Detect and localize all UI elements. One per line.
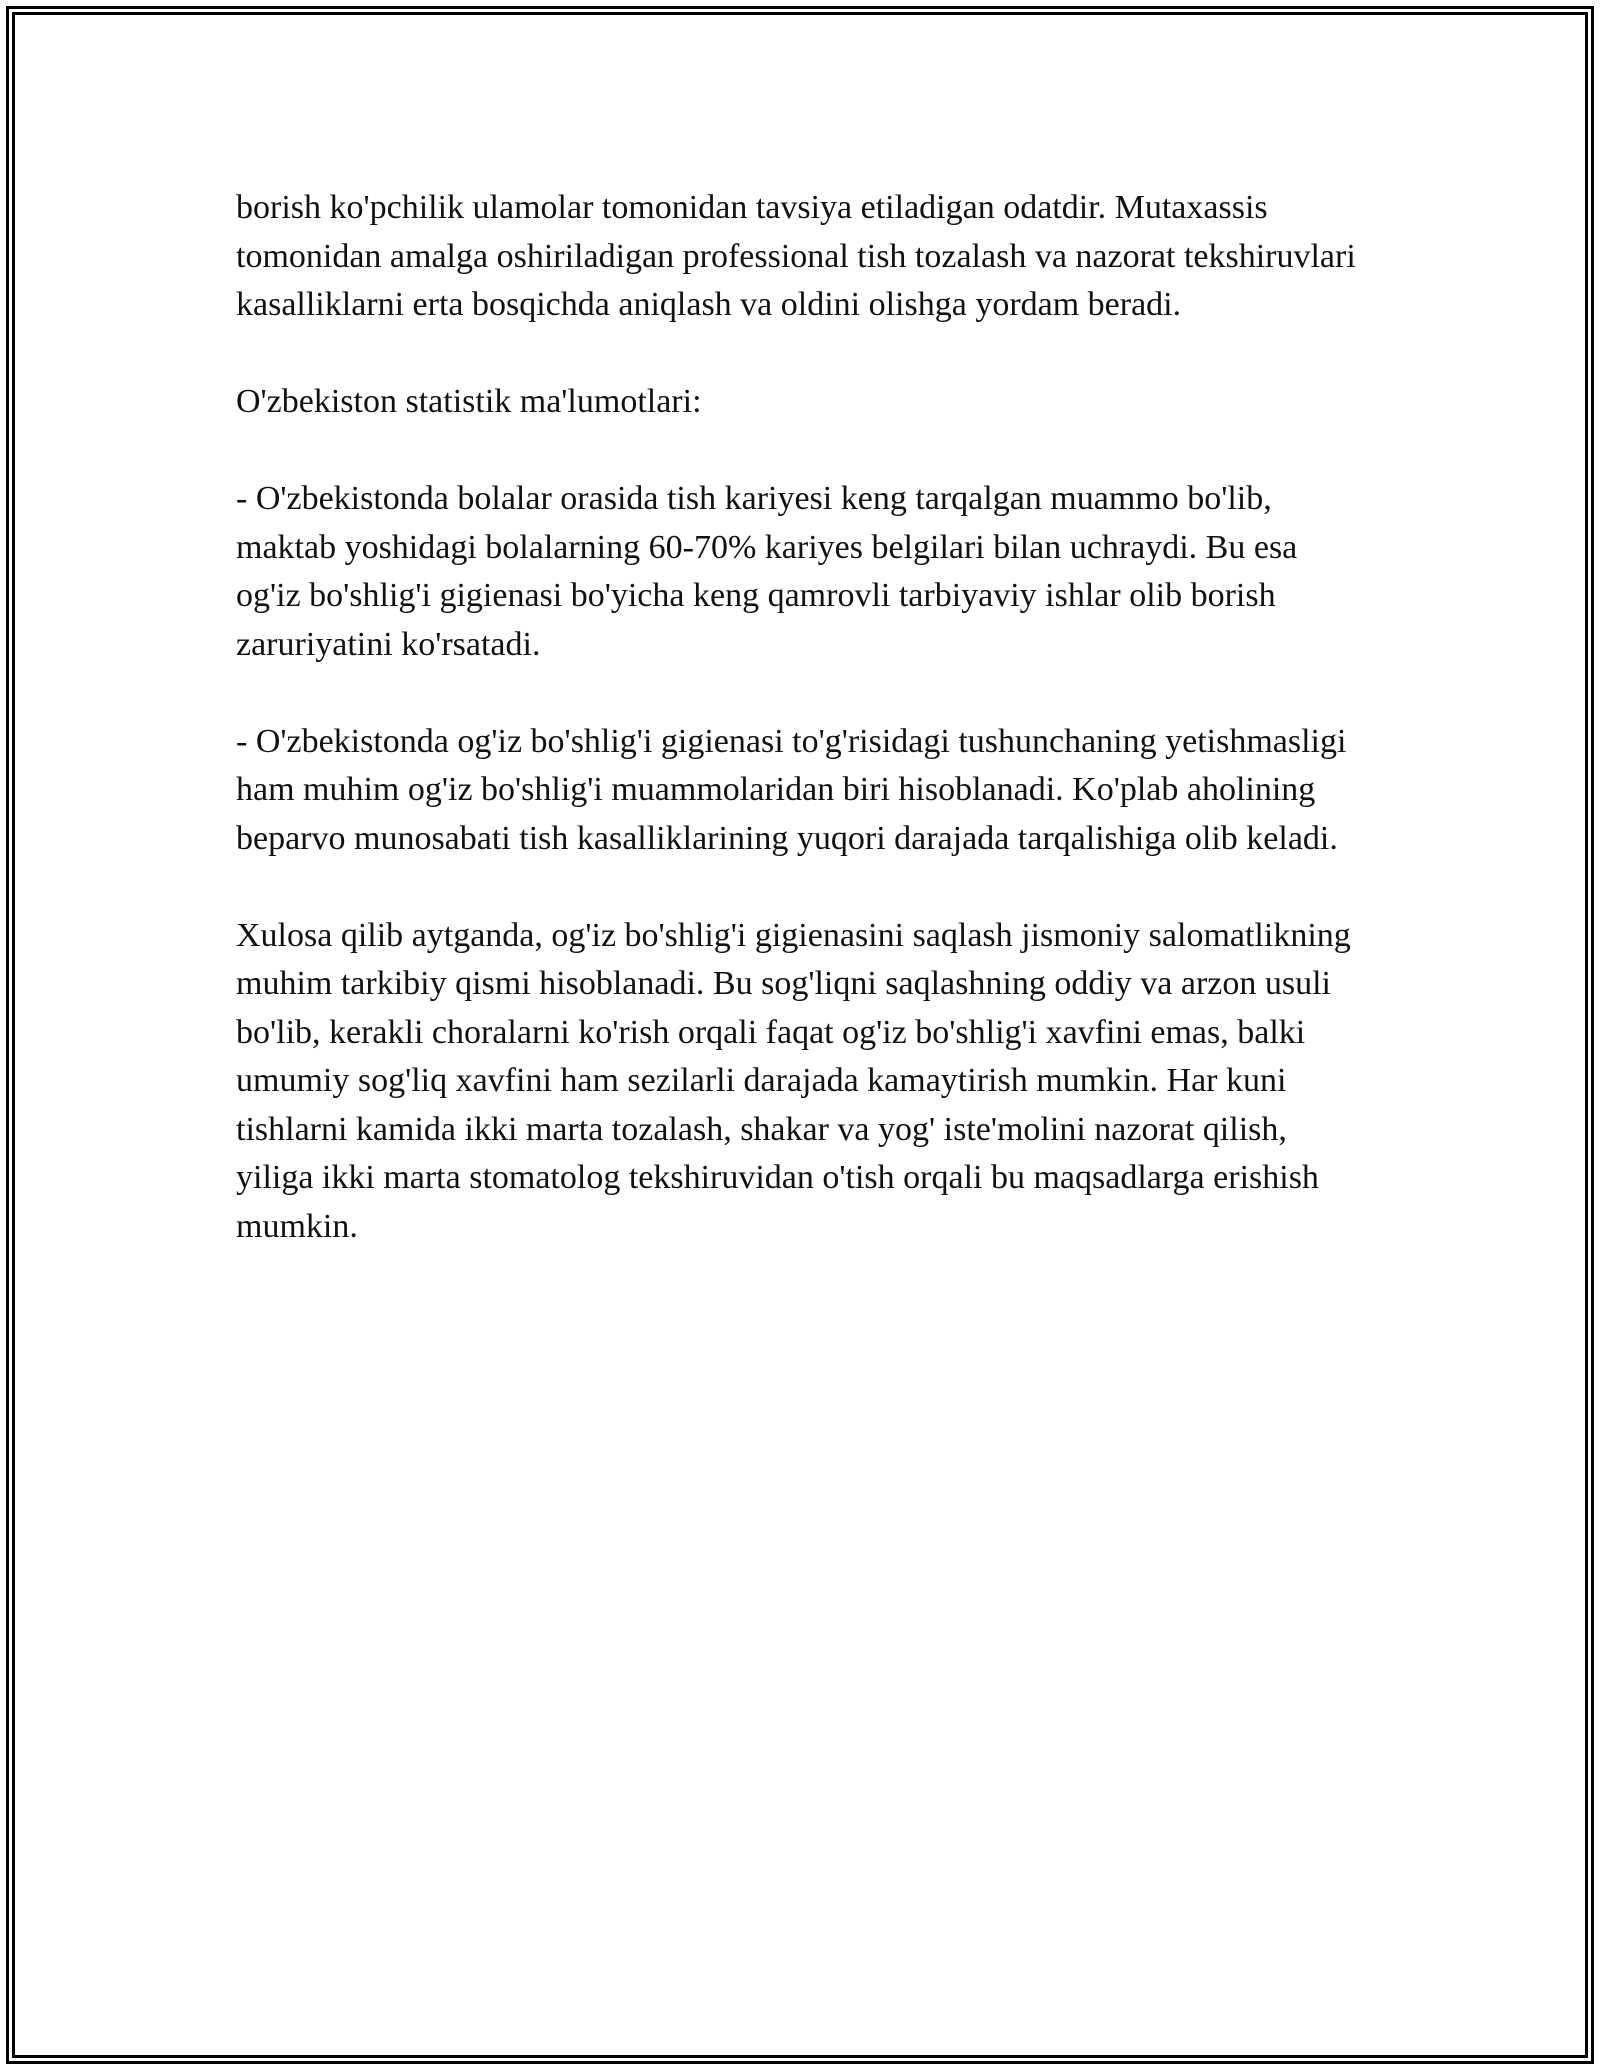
paragraph-statistics-caries: - O'zbekistonda bolalar orasida tish kariyesi keng tarqalgan muammo bo'lib, maktab yoshidagi bolalarning 60-70% kariyes belgilari bilan uchraydi. Bu esa og'iz bo'shlig'i gigienasi bo'yicha keng qamrovli tarbiyaviy ishlar olib borish zaruriyatini ko'rsatadi. <box>236 480 1298 663</box>
paragraph-statistics-heading: O'zbekiston statistik ma'lumotlari: <box>236 383 702 420</box>
paragraph-conclusion: Xulosa qilib aytganda, og'iz bo'shlig'i gigienasini saqlash jismoniy salomatlikning muhim tarkibiy qismi hisoblanadi. Bu sog'liqni saqlashning oddiy va arzon usuli bo'lib, kerakli choralarni ko'rish orqali faqat og'iz bo'shlig'i xavfini emas, balki umumiy sog'liq xavfini ham sezilarli darajada kamaytirish mumkin. Har kuni tishlarni kamida ikki marta tozalash, shakar va yog' iste'molini nazorat qilish, yiliga ikki marta stomatolog tekshiruvidan o'tish orqali bu maqsadlarga erishish mumkin. <box>236 916 1351 1245</box>
document-body <box>236 184 1366 1300</box>
paragraph-statistics-awareness: - O'zbekistonda og'iz bo'shlig'i gigienasi to'g'risidagi tushunchaning yetishmasligi ham muhim og'iz bo'shlig'i muammolaridan biri hisoblanadi. Ko'plab aholining beparvo munosabati tish kasalliklarining yuqori darajada tarqalishiga olib keladi. <box>236 722 1347 857</box>
paragraph-continuation: borish ko'pchilik ulamolar tomonidan tavsiya etiladigan odatdir. Mutaxassis tomonidan amalga oshiriladigan professional tish tozalash va nazorat tekshiruvlari kasalliklarni erta bosqichda aniqlash va oldini olishga yordam beradi. <box>236 189 1356 323</box>
